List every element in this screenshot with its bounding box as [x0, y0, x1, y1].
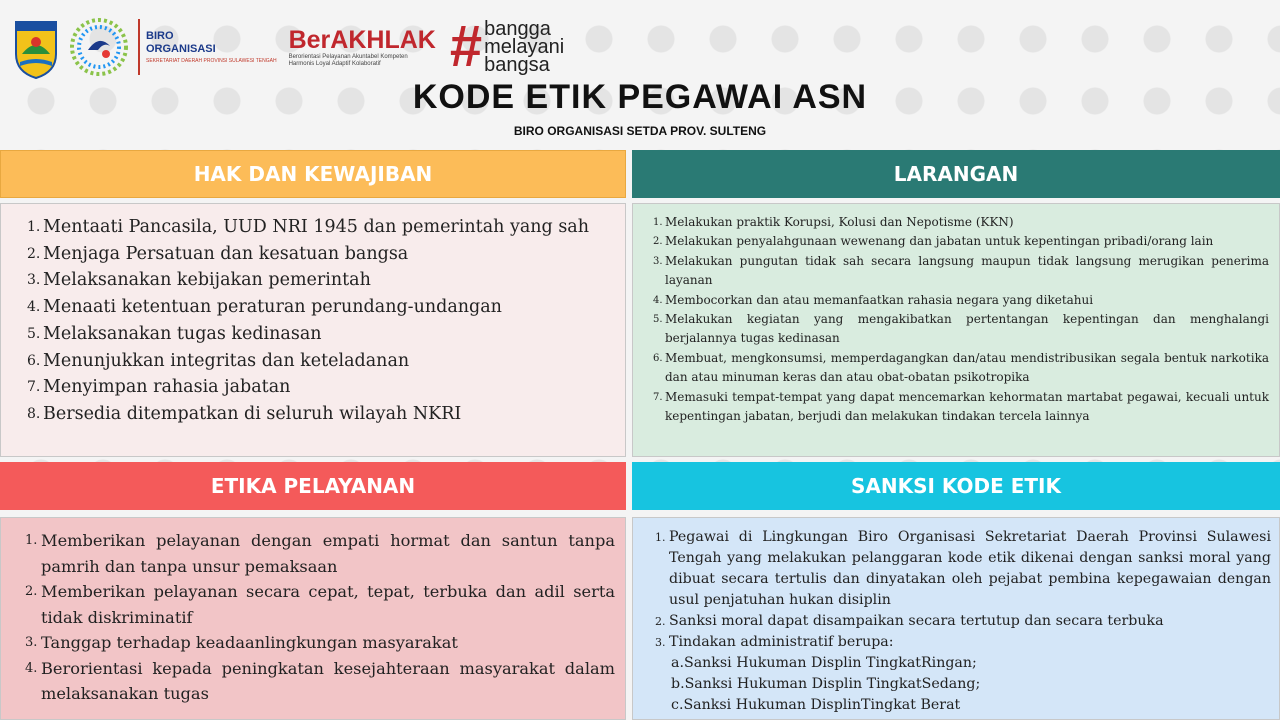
sanksi-kode-etik-heading: SANKSI KODE ETIK: [632, 462, 1280, 510]
bangga-line-3: bangsa: [484, 54, 550, 76]
list-item: 2. Sanksi moral dapat disampaikan secara tertutup dan secara terbuka: [655, 613, 1164, 629]
hak-kewajiban-panel: [0, 203, 626, 457]
list-item: 3. Melakukan pungutan tidak sah secara langsung maupun tidak langsung merugikan penerima layanan: [653, 253, 1269, 288]
etika-pelayanan-panel: [0, 517, 626, 720]
list-item: 6. Membuat, mengkonsumsi, memperdagangkan dan/atau mendistribusikan segala bentuk narkotika dan atau minuman keras dan atau obat-obatan psikotropika: [653, 350, 1269, 385]
list-item: 2. Memberikan pelayanan secara cepat, tepat, terbuka dan adil serta tidak diskriminatif: [25, 582, 615, 627]
berakhlak-wordmark: BerAKHLAK: [288, 26, 436, 54]
larangan-heading: LARANGAN: [632, 150, 1280, 198]
sub-list-item: a.Sanksi Hukuman Displin TingkatRingan;: [671, 655, 977, 671]
sulawesi-tengah-emblem: [12, 14, 60, 80]
logo-bar: [12, 10, 564, 84]
sanksi-kode-etik-panel: [632, 517, 1280, 720]
etika-pelayanan-heading: ETIKA PELAYANAN: [0, 462, 626, 510]
biro-subtitle: SEKRETARIAT DAERAH PROVINSI SULAWESI TENGAH: [146, 58, 277, 64]
hashtag-icon: #: [449, 14, 483, 79]
biro-line-2: ORGANISASI: [146, 43, 216, 55]
biro-organisasi-logo: [138, 19, 277, 75]
biro-line-1: BIRO: [146, 30, 174, 42]
larangan-panel: [632, 203, 1280, 457]
bangga-melayani-bangsa-logo: [449, 14, 565, 79]
list-item: 3. Melaksanakan kebijakan pemerintah: [27, 270, 371, 291]
page-title: KODE ETIK PEGAWAI ASN: [412, 78, 868, 116]
sub-list-item: c.Sanksi Hukuman DisplinTingkat Berat: [671, 697, 961, 713]
hak-kewajiban-heading: HAK DAN KEWAJIBAN: [0, 150, 626, 198]
bangga-line-2: melayani: [484, 36, 565, 58]
bangga-line-1: bangga: [484, 18, 551, 40]
list-item: 8. Bersedia ditempatkan di seluruh wilayah NKRI: [27, 403, 462, 424]
list-item: 1. Melakukan praktik Korupsi, Kolusi dan Nepotisme (KKN): [653, 215, 1014, 229]
list-item: 1. Pegawai di Lingkungan Biro Organisasi Sekretariat Daerah Provinsi Sulawesi Tengah yang melakukan pelanggaran kode etik dikenai dengan sanksi moral yang dibuat secara tertulis dan dinyatakan oleh pejabat pembina kepegawaian dengan usul penjatuhan hukan disiplin: [655, 529, 1271, 608]
sanksi-sub-list: [669, 653, 1271, 716]
list-item: 4. Menaati ketentuan peraturan perundang-undangan: [27, 297, 502, 318]
list-item: 7. Menyimpan rahasia jabatan: [27, 377, 291, 398]
list-item: 5. Melakukan kegiatan yang mengakibatkan pertentangan kepentingan dan menghalangi berjalannya tugas kedinasan: [653, 312, 1269, 346]
list-item: 7. Memasuki tempat-tempat yang dapat mencemarkan kehormatan martabat pegawai, kecuali untuk kepentingan jabatan, berjudi dan melakukan tindakan tercela lainnya: [653, 389, 1269, 424]
list-item: 6. Menunjukkan integritas dan keteladanan: [27, 350, 410, 371]
list-item: 5. Melaksanakan tugas kedinasan: [27, 323, 322, 344]
list-item: 1. Mentaati Pancasila, UUD NRI 1945 dan pemerintah yang sah: [27, 217, 590, 237]
list-item: 3. Tanggap terhadap keadaanlingkungan masyarakat: [25, 633, 458, 652]
list-item: 2. Melakukan penyalahgunaan wewenang dan jabatan untuk kepentingan pribadi/orang lain: [653, 234, 1214, 249]
berakhlak-logo: [289, 26, 436, 68]
sub-list-item: b.Sanksi Hukuman Displin TingkatSedang;: [671, 676, 981, 692]
page-subtitle: BIRO ORGANISASI SETDA PROV. SULTENG: [513, 124, 767, 138]
berakhlak-tagline: Berorientasi Pelayanan Akuntabel Kompeten Harmonis Loyal Adaptif Kolaboratif: [288, 54, 408, 67]
biro-organisasi-circle-logo: [68, 16, 130, 78]
list-item: 2. Menjaga Persatuan dan kesatuan bangsa: [27, 243, 409, 264]
list-item: 4. Membocorkan dan atau memanfaatkan rahasia negara yang diketahui: [653, 292, 1094, 307]
list-item: 4. Berorientasi kepada peningkatan kesejahteraan masyarakat dalam melaksanakan tugas: [25, 658, 615, 703]
list-item: 1. Memberikan pelayanan dengan empati hormat dan santun tanpa pamrih dan tanpa unsur pemaksaan: [25, 531, 615, 576]
list-item: 3. Tindakan administratif berupa: a.Sanksi Hukuman Displin TingkatRingan; b.Sanksi Hukuman Displin TingkatSedang; c.Sanksi Hukuman DisplinTingkat Berat: [655, 632, 1271, 716]
